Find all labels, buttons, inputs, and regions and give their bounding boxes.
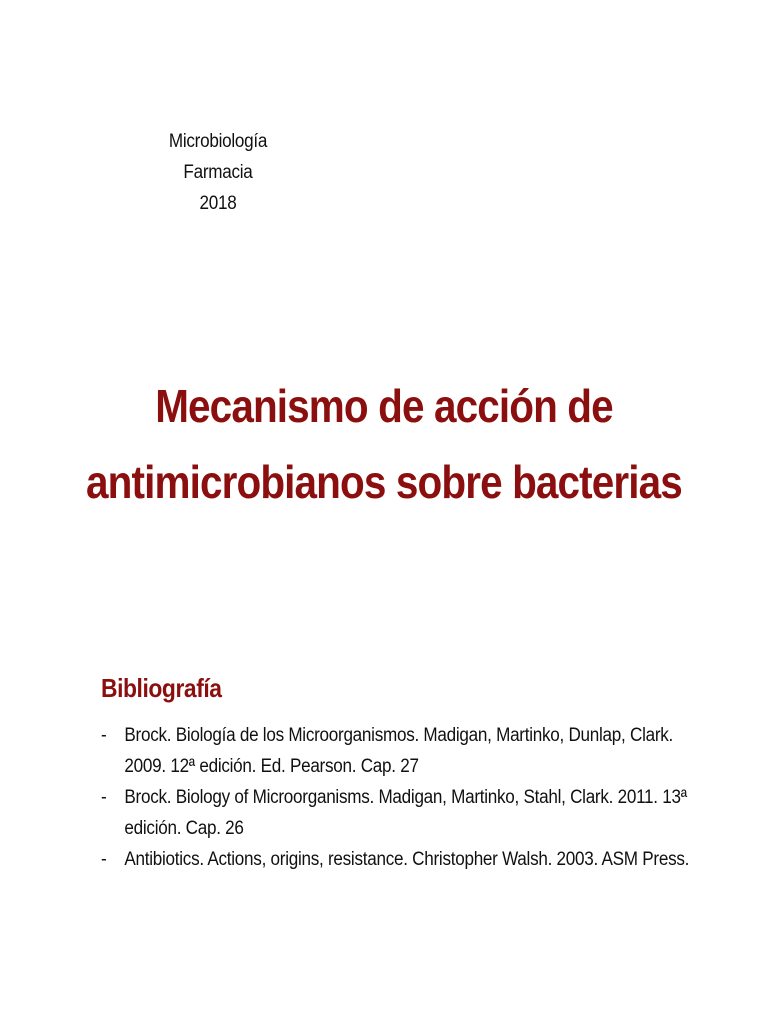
bibliography-item-line: 2009. 12ª edición. Ed. Pearson. Cap. 27 — [124, 756, 419, 777]
bullet-dash: - — [101, 725, 107, 746]
page-title-line-1: Mecanismo de acción de — [155, 380, 613, 432]
bibliography-item-line: Brock. Biology of Microorganisms. Madigan, Martinko, Stahl, Clark. 2011. 13ª — [124, 787, 687, 808]
bibliography-item — [101, 720, 700, 782]
bullet-dash: - — [101, 787, 107, 808]
course-year: 2018 — [199, 193, 237, 214]
course-degree: Farmacia — [183, 162, 253, 183]
page-title-line-2: antimicrobianos sobre bacterias — [86, 456, 682, 508]
bibliography-list — [101, 720, 741, 875]
bibliography-item-line: Antibiotics. Actions, origins, resistance. Christopher Walsh. 2003. ASM Press. — [124, 849, 690, 870]
bibliography-item-line: edición. Cap. 26 — [124, 818, 244, 839]
course-subject: Microbiología — [168, 131, 268, 152]
bibliography-item — [101, 782, 700, 844]
page-title — [46, 368, 722, 520]
bullet-dash: - — [101, 849, 107, 870]
bibliography-heading: Bibliografía — [101, 673, 222, 703]
bibliography-item-line: Brock. Biología de los Microorganismos. Madigan, Martinko, Dunlap, Clark. — [124, 725, 674, 746]
bibliography-item — [101, 844, 700, 875]
course-header — [128, 126, 308, 219]
